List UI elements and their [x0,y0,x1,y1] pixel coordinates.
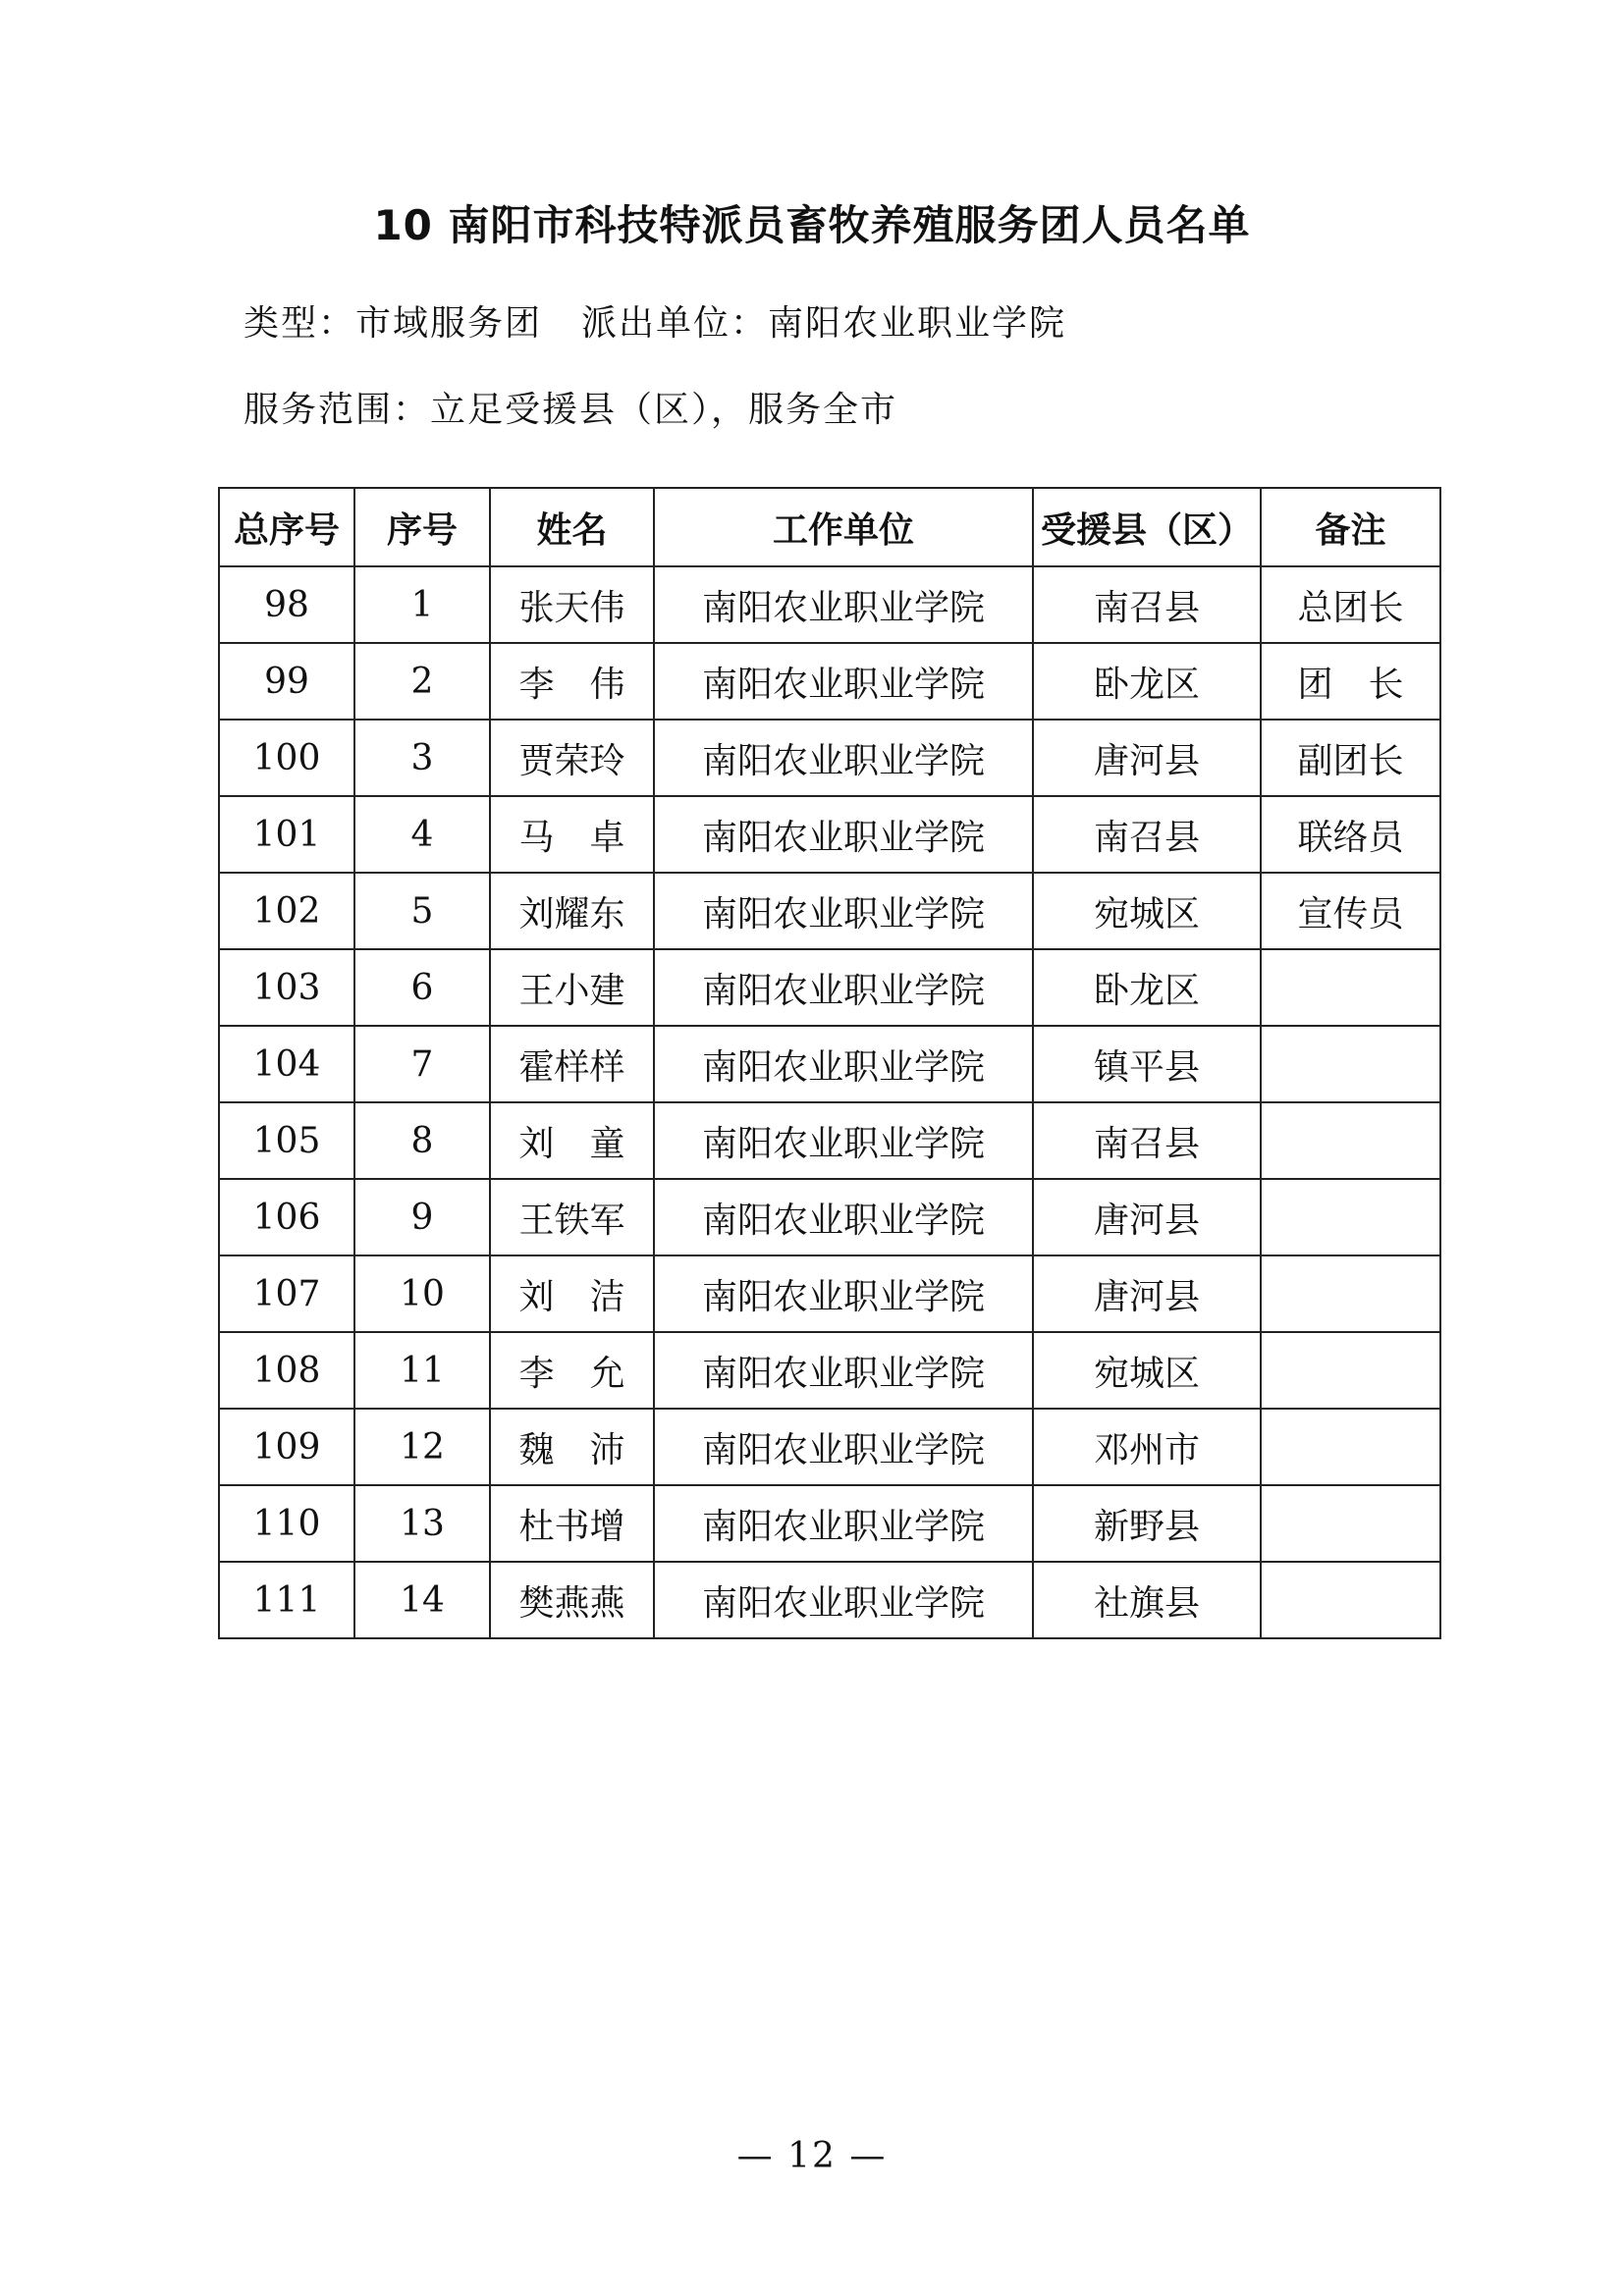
cell-assisted-county: 卧龙区 [1033,949,1261,1026]
cell-remark [1261,1332,1440,1409]
cell-name: 王小建 [490,949,654,1026]
table-row [219,796,1440,873]
cell-index: 8 [354,1102,490,1179]
cell-work-unit: 南阳农业职业学院 [654,1332,1033,1409]
cell-remark [1261,949,1440,1026]
cell-index: 2 [354,643,490,720]
cell-name: 魏 沛 [490,1409,654,1485]
cell-remark: 团 长 [1261,643,1440,720]
cell-total-index: 108 [219,1332,354,1409]
cell-work-unit: 南阳农业职业学院 [654,1179,1033,1255]
cell-name: 马 卓 [490,796,654,873]
cell-assisted-county: 宛城区 [1033,873,1261,949]
table-row [219,1485,1440,1562]
cell-index: 3 [354,720,490,796]
table-body [219,566,1440,1638]
cell-assisted-county: 南召县 [1033,1102,1261,1179]
scope-value: 立足受援县（区），服务全市 [430,390,898,430]
cell-name: 杜书增 [490,1485,654,1562]
cell-index: 11 [354,1332,490,1409]
table-row [219,873,1440,949]
cell-assisted-county: 唐河县 [1033,1255,1261,1332]
cell-name: 刘 童 [490,1102,654,1179]
cell-total-index: 105 [219,1102,354,1179]
cell-assisted-county: 社旗县 [1033,1562,1261,1638]
cell-index: 6 [354,949,490,1026]
cell-assisted-county: 邓州市 [1033,1409,1261,1485]
table-row [219,949,1440,1026]
cell-name: 刘耀东 [490,873,654,949]
page-title: 10 南阳市科技特派员畜牧养殖服务团人员名单 [373,201,1251,249]
header-name: 姓名 [490,488,654,566]
cell-remark [1261,1409,1440,1485]
cell-assisted-county: 卧龙区 [1033,643,1261,720]
cell-work-unit: 南阳农业职业学院 [654,796,1033,873]
cell-total-index: 100 [219,720,354,796]
cell-name: 张天伟 [490,566,654,643]
cell-assisted-county: 唐河县 [1033,720,1261,796]
type-label: 类型： [244,303,356,344]
cell-work-unit: 南阳农业职业学院 [654,1102,1033,1179]
cell-work-unit: 南阳农业职业学院 [654,949,1033,1026]
cell-assisted-county: 南召县 [1033,796,1261,873]
table-row [219,566,1440,643]
page-number: — 12 — [736,2136,888,2176]
cell-total-index: 99 [219,643,354,720]
cell-name: 霍样样 [490,1026,654,1102]
table-row [219,1102,1440,1179]
cell-name: 刘 洁 [490,1255,654,1332]
cell-name: 樊燕燕 [490,1562,654,1638]
cell-assisted-county: 南召县 [1033,566,1261,643]
cell-index: 12 [354,1409,490,1485]
cell-work-unit: 南阳农业职业学院 [654,1485,1033,1562]
cell-total-index: 101 [219,796,354,873]
cell-index: 14 [354,1562,490,1638]
cell-total-index: 103 [219,949,354,1026]
header-assisted-county: 受援县（区） [1033,488,1261,566]
cell-work-unit: 南阳农业职业学院 [654,1255,1033,1332]
cell-remark [1261,1255,1440,1332]
table-row [219,643,1440,720]
cell-assisted-county: 唐河县 [1033,1179,1261,1255]
cell-remark: 宣传员 [1261,873,1440,949]
cell-index: 4 [354,796,490,873]
cell-remark [1261,1026,1440,1102]
cell-remark: 副团长 [1261,720,1440,796]
cell-remark [1261,1179,1440,1255]
table-row [219,1179,1440,1255]
table-row [219,1562,1440,1638]
cell-total-index: 109 [219,1409,354,1485]
cell-total-index: 110 [219,1485,354,1562]
cell-remark: 联络员 [1261,796,1440,873]
cell-index: 7 [354,1026,490,1102]
cell-remark [1261,1562,1440,1638]
scope-label: 服务范围： [244,390,431,430]
personnel-table [218,487,1441,1639]
cell-index: 9 [354,1179,490,1255]
header-remark: 备注 [1261,488,1440,566]
cell-name: 贾荣玲 [490,720,654,796]
cell-index: 13 [354,1485,490,1562]
cell-assisted-county: 镇平县 [1033,1026,1261,1102]
cell-name: 李 允 [490,1332,654,1409]
cell-work-unit: 南阳农业职业学院 [654,643,1033,720]
table-row [219,1026,1440,1102]
meta-line-type-unit [244,299,1066,348]
type-value: 市域服务团 [355,303,543,344]
unit-value: 南阳农业职业学院 [768,303,1067,344]
table-header-row [219,488,1440,566]
cell-index: 10 [354,1255,490,1332]
cell-total-index: 104 [219,1026,354,1102]
cell-remark [1261,1102,1440,1179]
cell-work-unit: 南阳农业职业学院 [654,1409,1033,1485]
cell-assisted-county: 宛城区 [1033,1332,1261,1409]
cell-remark [1261,1485,1440,1562]
cell-name: 王铁军 [490,1179,654,1255]
cell-total-index: 106 [219,1179,354,1255]
header-total-index: 总序号 [219,488,354,566]
cell-remark: 总团长 [1261,566,1440,643]
cell-work-unit: 南阳农业职业学院 [654,873,1033,949]
meta-line-scope [244,386,897,435]
cell-total-index: 107 [219,1255,354,1332]
cell-index: 5 [354,873,490,949]
cell-total-index: 111 [219,1562,354,1638]
header-work-unit: 工作单位 [654,488,1033,566]
cell-work-unit: 南阳农业职业学院 [654,1562,1033,1638]
cell-name: 李 伟 [490,643,654,720]
table-row [219,1332,1440,1409]
cell-index: 1 [354,566,490,643]
cell-total-index: 98 [219,566,354,643]
table-row [219,1409,1440,1485]
table-row [219,720,1440,796]
cell-total-index: 102 [219,873,354,949]
header-index: 序号 [354,488,490,566]
cell-work-unit: 南阳农业职业学院 [654,720,1033,796]
cell-work-unit: 南阳农业职业学院 [654,566,1033,643]
table-row [219,1255,1440,1332]
unit-label: 派出单位： [581,303,769,344]
cell-work-unit: 南阳农业职业学院 [654,1026,1033,1102]
cell-assisted-county: 新野县 [1033,1485,1261,1562]
